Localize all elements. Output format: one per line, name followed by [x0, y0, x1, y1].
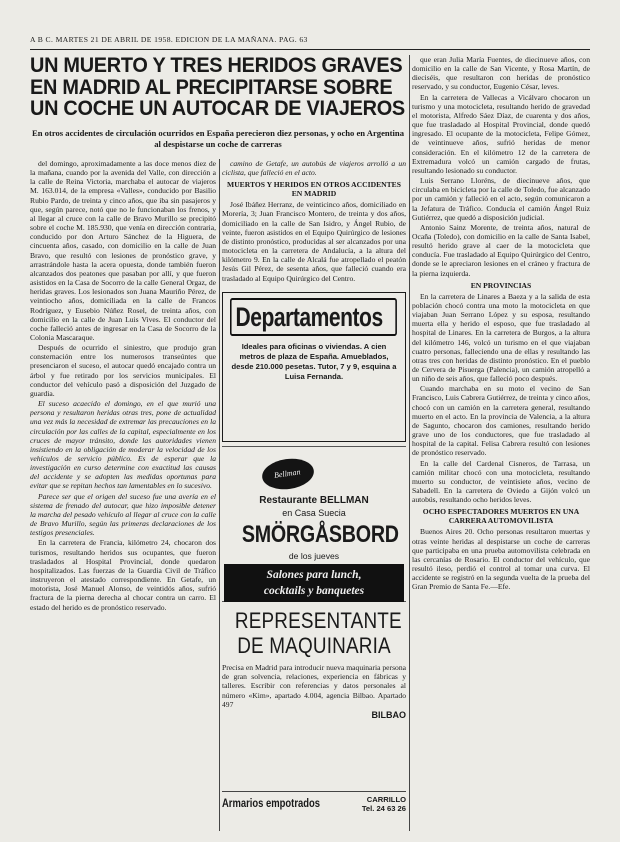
section-title: OCHO ESPECTADORES MUERTOS EN UNA CARRERA AUTOMOVILISTA [422, 507, 580, 526]
article-paragraph: que eran Julia María Fuentes, de diecinueve años, con domicilio en la calle de San Vicente, y Rosa Martín, de dieciséis, que resultaron con heridas de pronóstico reservado, y su conductor, Eugenio César, leves. [412, 55, 590, 92]
article-paragraph: En la carretera de Vallecas a Vicálvaro chocaron un turismo y una motocicleta, resultando herido de gravedad el motorista, Alfredo Sáez Díaz, de cuarenta y dos años, que fue trasladado al Hospital Provincial, donde quedó ingresado. El ocupante de la motocicleta, Felipe Gómez, de veintinueve años, sufrió heridas de menor consideración. En el kilómetro 12 de la carretera de Extremadura volcó un camión cargado de frutas, resultando lesionado su conductor. [412, 92, 590, 175]
header-rule [30, 49, 590, 50]
article-paragraph: Luis Serrano Lloréns, de diecinueve años, que circulaba en bicicleta por la calle de Toledo, fue alcanzado por un camión y falleció en el acto, según comunicaron a la Jefatura de Tráfico. Conducía el camión Ángel Ruiz Gutiérrez, que quedó a disposición judicial. [412, 176, 590, 222]
ad-representante-city: BILBAO [371, 710, 406, 721]
ad-armarios-addr1: CARRILLO [366, 795, 406, 804]
ad-bellman-band [224, 564, 404, 602]
ad-representante [222, 608, 406, 788]
article-column-3 [412, 55, 590, 835]
ad-departamentos [222, 292, 406, 442]
column-rule-2 [409, 55, 410, 831]
ad-bellman-line1: Restaurante BELLMAN [259, 495, 369, 506]
main-headline [30, 55, 406, 150]
bellman-logo-icon [260, 456, 316, 493]
headline-subhead: En otros accidentes de circulación ocurridos en España perecieron diez personas, y ocho en Argentina al despistarse un coche de carreras [32, 127, 404, 149]
ad-representante-title1: REPRESENTANTE [234, 608, 402, 633]
ad-bellman [222, 446, 406, 602]
article-column-2 [222, 159, 406, 287]
ad-bellman-smorgasbord: SMÖRGÅSBORD [241, 521, 399, 548]
article-paragraph: Buenos Aires 20. Ocho personas resultaron muertas y otras veinte heridas al despistarse un coche de carreras que participaba en una prueba automovilista celebrada en las cercanías de Rosario. El conductor del vehículo, que resultó ileso, perdió el control al tomar una curva. El accidente se registró en la segunda vuelta de la prueba del Gran Premio de Santa Fe.—Efe. [412, 527, 590, 592]
article-paragraph: En la carretera de Linares a Baeza y a la salida de esta población chocó contra una moto la motocicleta en que viajaban Juan Serrano López y su esposa, resultando muerta ella y herido el esposo, que fue trasladado al hospital de Linares. En la carretera de Burgos, a la altura del kilómetro 146, volcó un turismo en el que viajaban cuatro personas, falleciendo una de ellas y resultando las otras tres con heridas de distinto pronóstico. En el pueblo de Cervera de Pisuerga (Palencia), un camión atropelló a un niño de seis años, que falleció poco después. [412, 291, 590, 384]
ad-departamentos-body: Ideales para oficinas o viviendas. A cien metros de plaza de España. Amueblados, desde 210.000 pesetas. Tutor, 7 y 9, esquina a Luisa Fernanda. [231, 342, 397, 381]
article-paragraph: Después de ocurrido el siniestro, que produjo gran consternación entre los numerosos transeúntes que presenciaron el suceso, el autocar quedó encajado contra un árbol y fue retirado por los servicios municipales. El conductor del vehículo pasó a disposición del Juzgado de guardia. [30, 343, 216, 398]
ad-representante-title2: DE MAQUINARIA [237, 633, 391, 658]
headline-line-2: EN MADRID AL PRECIPITARSE SOBRE [30, 74, 393, 99]
ad-bellman-band-2: cocktails y banquetes [263, 585, 365, 597]
bellman-logo-text: Bellman [273, 467, 302, 480]
ad-bellman-line4: de los jueves [288, 551, 340, 561]
ad-departamentos-title: Departamentos [230, 298, 397, 336]
article-column-1 [30, 159, 216, 829]
headline-line-1: UN MUERTO Y TRES HERIDOS GRAVES [30, 53, 403, 77]
ad-armarios-address [348, 795, 406, 813]
article-paragraph: En la calle del Cardenal Cisneros, de Tarrasa, un camión militar chocó con una motocicleta, resultando muerto su conductor, de veintisiete años, vecino de Sabadell. En la carretera de Oviedo a Gijón volcó un autobús, resultando ocho heridos leves. [412, 458, 590, 505]
article-paragraph: En la carretera de Francia, kilómetro 24, chocaron dos turismos, resultando heridos sus ocupantes, que fueron trasladados al Hospital Provincial, donde quedaron hospitalizados. Las fuerzas de la Guardia Civil de Tráfico instruyeron el atestado correspondiente. En Getafe, un motorista, José Manuel Alonso, de veintidós años, sufrió fractura de la pierna derecha al chocar contra un carro. El estado del herido es de pronóstico reservado. [30, 538, 216, 612]
italic-paragraph: Parece ser que el origen del suceso fue una avería en el sistema de frenado del autocar, que hizo imposible detener la marcha del pesado vehículo al llegar al cruce con la calle de Bravo Murillo, según las primeras declaraciones de los testigos presenciales. [30, 491, 216, 538]
headline-line-3: UN COCHE UN AUTOCAR DE VIAJEROS [30, 96, 405, 120]
section-title: EN PROVINCIAS [470, 280, 532, 290]
ad-bellman-band-1: Salones para lunch, [266, 569, 362, 581]
running-header: A B C. MARTES 21 DE ABRIL DE 1958. EDICION DE LA MAÑANA. PAG. 63 [30, 35, 308, 44]
article-paragraph: Antonio Sainz Morente, de treinta años, natural de Ocaña (Toledo), con domicilio en la calle de Santa Isabel, resultó herido grave al caer de la motocicleta que conducía. Fue trasladado al Equipo Quirúrgico del Centro, donde se le apreciaron lesiones en el cráneo y fractura de la pierna izquierda. [412, 222, 590, 278]
article-paragraph: Cuando marchaba en su moto el vecino de San Francisco, Luis Cabrera Gutiérrez, de treinta y cinco años, chocó con un camión en la carretera general, resultando muerto en el acto. En la provincia de Valencia, a la altura de Sagunto, chocaron dos camiones, resultando herido grave uno de los conductores, que fue trasladado al hospital de la capital. Felisa Cabrera resultó con lesiones de pronóstico reservado. [412, 384, 590, 458]
column-rule-1 [219, 159, 220, 831]
ad-bellman-line2: en Casa Suecia [282, 508, 346, 518]
section-title: MUERTOS Y HERIDOS EN OTROS ACCIDENTES EN MADRID [227, 180, 401, 199]
italic-paragraph: camino de Getafe, un autobús de viajeros arrolló a un ciclista, que falleció en el acto. [222, 159, 406, 178]
article-paragraph: del domingo, aproximadamente a las doce menos diez de la mañana, cuando por la avenida del Valle, con dirección a la calle de Reina Victoria, marchaba el autocar de viajeros M. 163.014, de la empresa «Valles», conducido por Basilio Rubio Pardo, de treinta y cinco años, que iba sin pasajeros y que, según parece, notó que no le funcionaban los frenos, y al llegar al cruce con la calle de Bravo Murillo se precipitó sobre el coche M. 185.930, que venía en dirección contraria, conducido por don Arturo Sánchez de la Higuera, de cincuenta años, casado, con domicilio en la calle de Juan Bravo, que resultó con lesiones de pronóstico grave, y arrastrándole hasta la acera opuesta, donde también fueron alcanzados dos peatones que pasaban por allí, y que fueron asistidos en la Casa de Socorro de la calle General Orgaz, de heridas graves. Los lesionados son Juana Mauriño Pérez, de veintiocho años, domiciliada en la calle de Francos Rodríguez, y Eusebio Núñez Rosel, de treinta años, con domicilio en la calle de Juan Luis Vives. El conductor del coche falleció antes de ingresar en la Casa de Socorro de la Colonia Mascaraque. [30, 159, 216, 342]
ad-armarios-addr2: Tel. 24 63 26 [361, 804, 406, 813]
ad-representante-body: Precisa en Madrid para introducir nueva maquinaria persona de gran solvencia, relaciones, experiencia en fábricas y talleres. Escribir con referencias y datos personales al número «Kim», apartado 4.004, agencia Bilbao. Apartado 497 [222, 663, 406, 709]
ad-armarios [222, 791, 406, 833]
italic-paragraph: El suceso acaecido el domingo, en el que murió una persona y resultaron heridas otras tres, pone de actualidad una vez más la necesidad de extremar las precauciones en la circulación por las calles de la capital, especialmente en los cruces de mayor tránsito, donde las autoridades vienen insistiendo en la obligación de moderar la velocidad de los vehículos de servicio público. Es de esperar que la investigación en curso determine con exactitud las causas del accidente y se adopten las medidas oportunas para evitar que se repitan hechos tan lamentables en lo sucesivo. [30, 399, 216, 491]
ad-armarios-name: Armarios empotrados [222, 798, 321, 810]
article-paragraph: José Ibáñez Herranz, de veinticinco años, domiciliado en Morería, 3; Juan Francisco Montero, de treinta y dos años, domiciliado en la calle de San Isidro, y Ángel Rubio, de veinte, fueron asistidos en el Equipo Quirúrgico de lesiones de distinto pronóstico, producidas al ser alcanzados por una motocicleta en la carretera de Andalucía, a la altura del kilómetro 9. En la calle de Alcalá fue atropellado el peatón Jesús Gil Pérez, de sesenta años, que falleció cuando era trasladado al Equipo Quirúrgico del Centro. [222, 200, 406, 283]
